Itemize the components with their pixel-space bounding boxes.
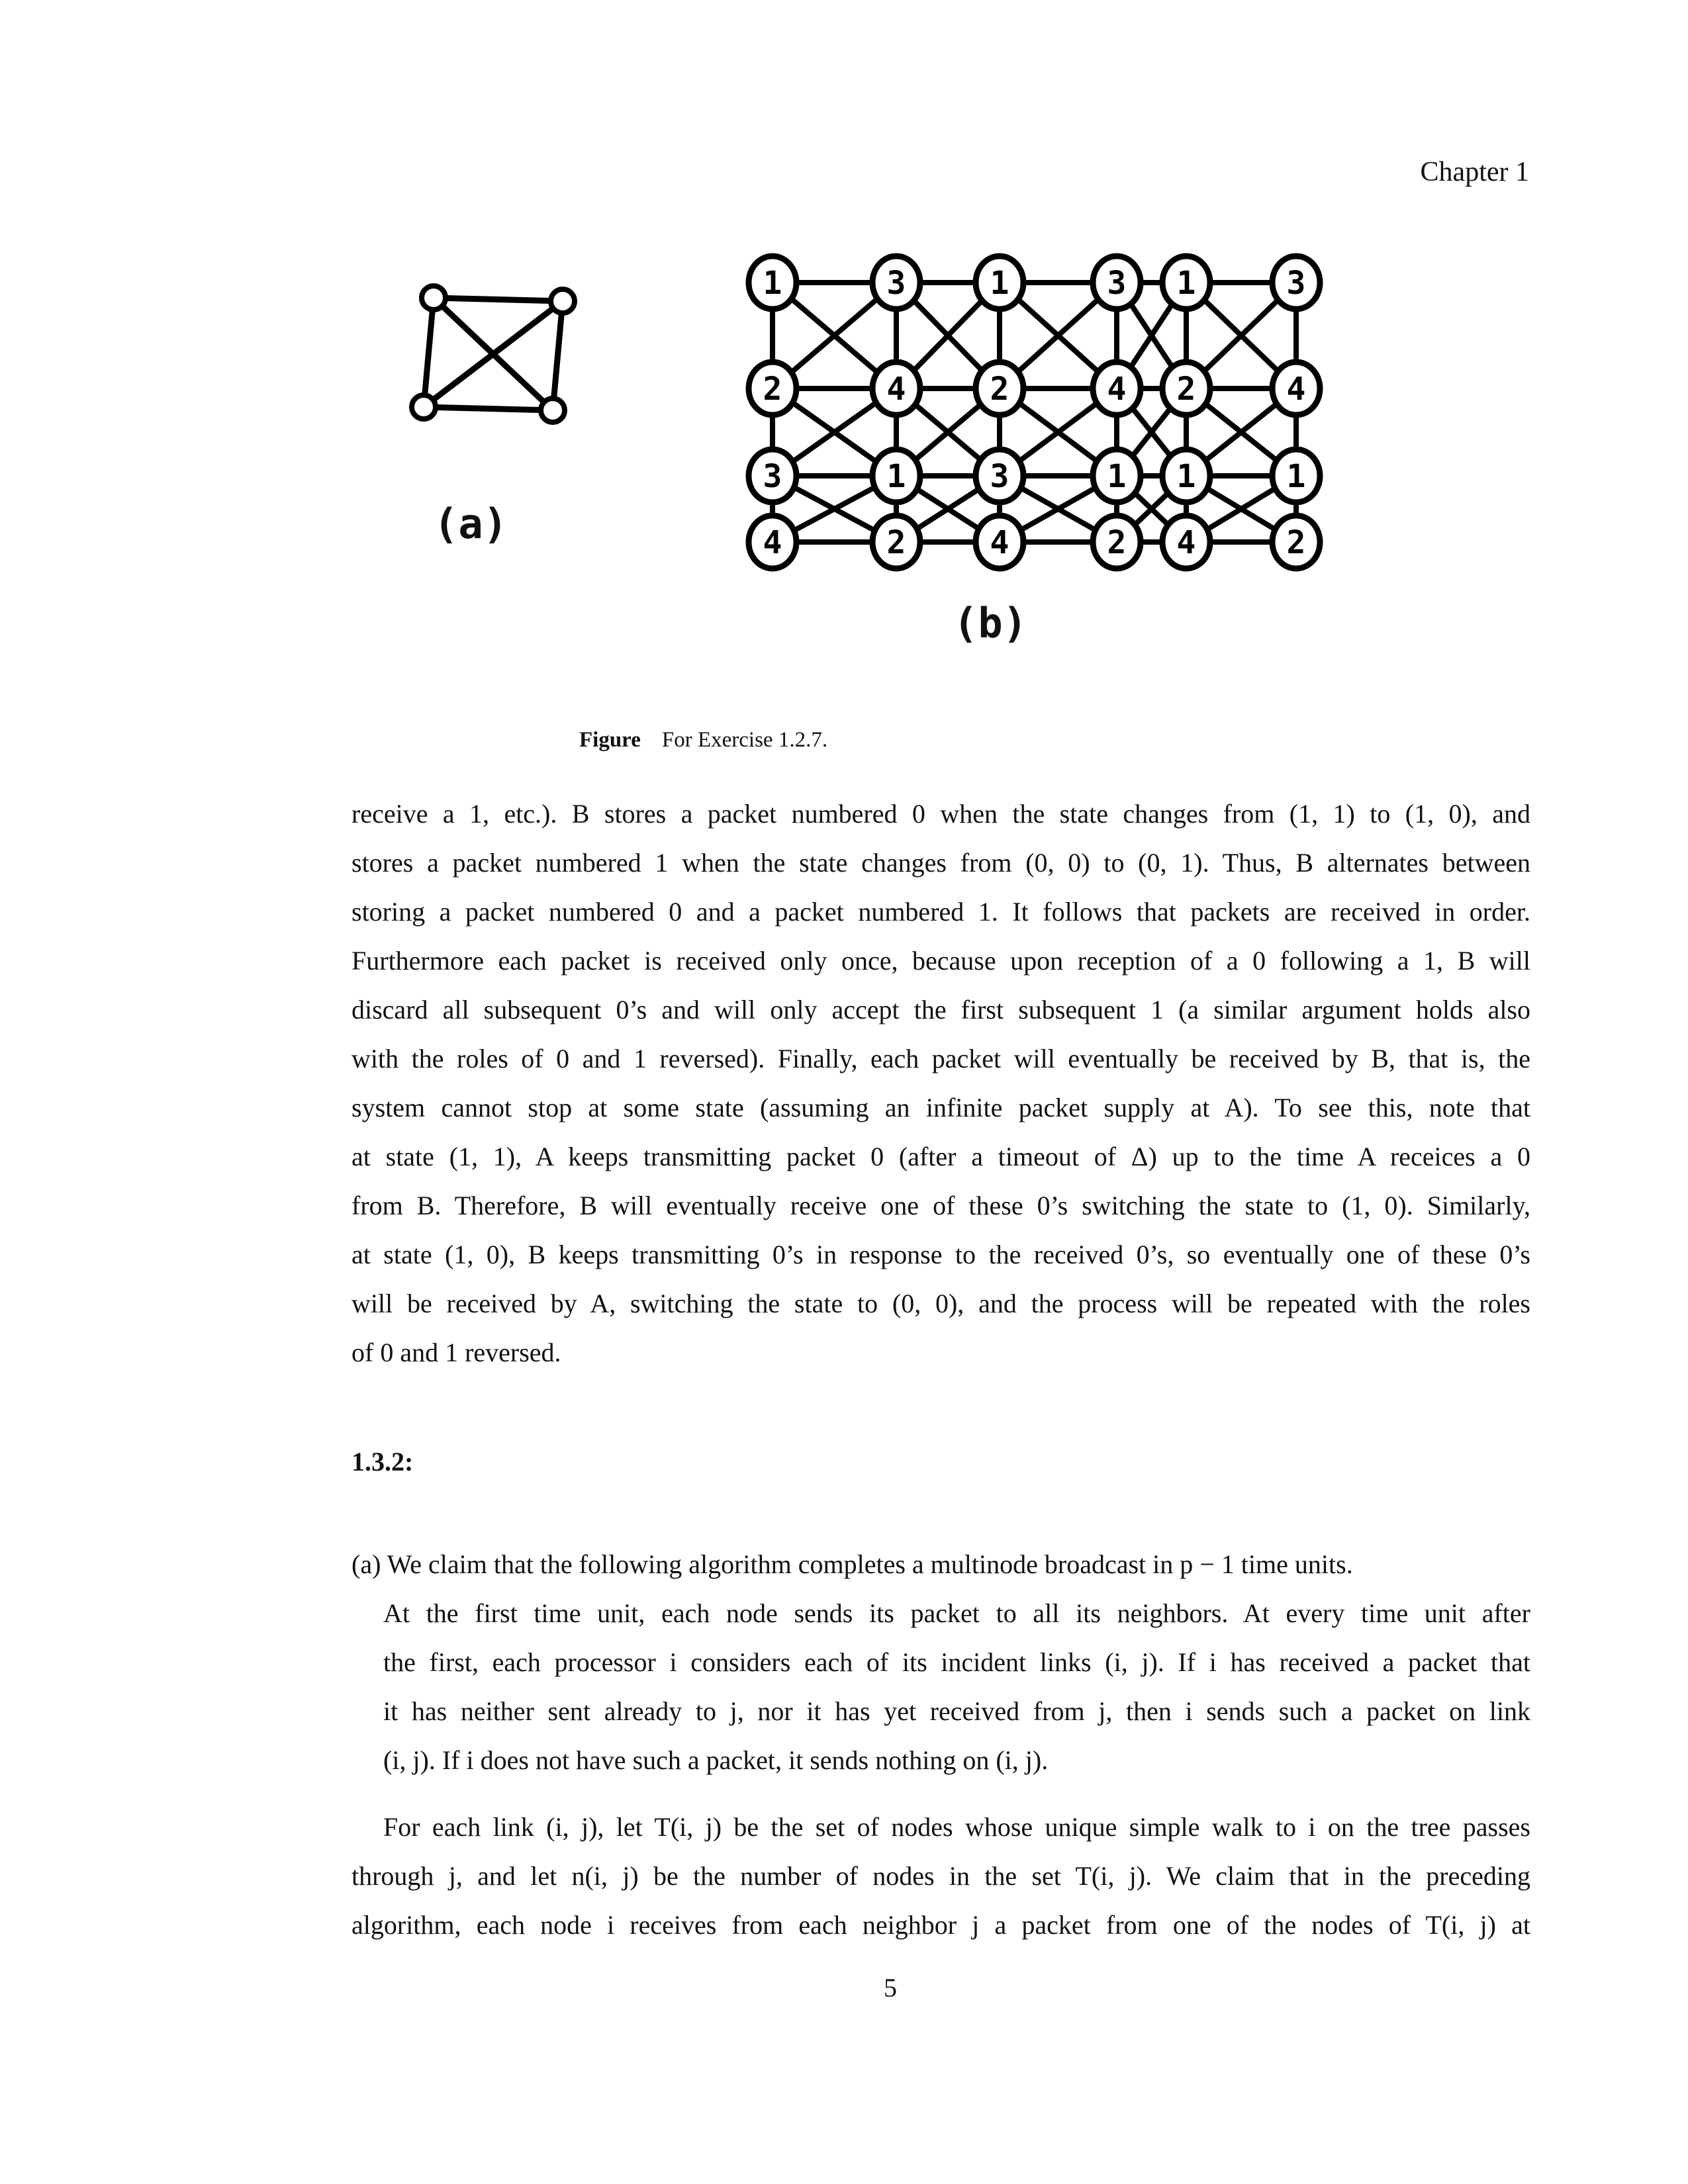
graph-node	[749, 256, 796, 309]
node-label: 4	[763, 524, 782, 561]
graph-node	[976, 362, 1023, 415]
text-line: At the first time unit, each node sends its packet to all its neighbors. At every time unit after	[383, 1598, 1530, 1628]
node-label: 4	[1176, 524, 1196, 561]
text-line: at state (1, 1), A keeps transmitting packet 0 (after a timeout of Δ) up to the time A receices a 0	[352, 1142, 1530, 1171]
node-label: 2	[1286, 524, 1306, 561]
graph-node	[1162, 256, 1210, 309]
complete-graph-figure-a	[397, 271, 583, 443]
graph-node	[1272, 516, 1320, 569]
graph-node	[976, 449, 1023, 502]
graph-node	[872, 362, 920, 415]
node-label: 2	[1107, 524, 1127, 561]
figure-caption	[579, 728, 827, 752]
node-label: 2	[763, 371, 782, 408]
text-line: storing a packet numbered 0 and a packet numbered 1. It follows that packets are received in order.	[352, 897, 1530, 927]
node-label: 1	[763, 265, 782, 302]
node-label: 2	[1176, 371, 1196, 408]
graph-node	[976, 256, 1023, 309]
chapter-header: Chapter 1	[1420, 157, 1529, 187]
text-line: system cannot stop at some state (assuming an infinite packet supply at A). To see this, note that	[352, 1093, 1530, 1122]
part-a-claim: (a) We claim that the following algorithm completes a multinode broadcast in p − 1 time units.	[352, 1549, 1353, 1579]
node-label: 3	[1107, 265, 1127, 302]
graph-node	[1093, 362, 1141, 415]
node-label: 1	[1107, 458, 1127, 495]
node-label: 3	[1286, 265, 1306, 302]
caption-text: For Exercise 1.2.7.	[661, 728, 828, 752]
text-line: stores a packet numbered 1 when the state changes from (0, 0) to (0, 1). Thus, B alternates between	[352, 848, 1530, 878]
node-label: 3	[990, 458, 1009, 495]
text-line: from B. Therefore, B will eventually receive one of these 0’s switching the state to (1, 0). Similarly,	[352, 1191, 1530, 1220]
node-label: 1	[1286, 458, 1306, 495]
graph-node	[1093, 449, 1141, 502]
node-label: 1	[990, 265, 1009, 302]
text-line: it has neither sent already to j, nor it has yet received from j, then i sends such a packet on link	[383, 1696, 1530, 1726]
text-line: of 0 and 1 reversed.	[352, 1338, 561, 1367]
graph-node	[1272, 362, 1320, 415]
node-label: 3	[886, 265, 906, 302]
node-label: 1	[1176, 265, 1196, 302]
text-line: (i, j). If i does not have such a packet, it sends nothing on (i, j).	[383, 1745, 1049, 1775]
graph-node	[872, 516, 920, 569]
graph-node	[1162, 362, 1210, 415]
mesh-graph-figure-b	[735, 242, 1331, 572]
caption-label: Figure	[579, 728, 641, 752]
graph-node	[872, 449, 920, 502]
graph-node	[749, 449, 796, 502]
node-label: 2	[990, 371, 1009, 408]
node-label: 2	[886, 524, 906, 561]
text-line: For each link (i, j), let T(i, j) be the set of nodes whose unique simple walk to i on the tree passes	[383, 1812, 1530, 1842]
graph-node	[1272, 449, 1320, 502]
text-line: will be received by A, switching the state to (0, 0), and the process will be repeated with the roles	[352, 1289, 1530, 1318]
text-line: receive a 1, etc.). B stores a packet numbered 0 when the state changes from (1, 1) to (1, 0), and	[352, 799, 1530, 829]
graph-node	[1272, 256, 1320, 309]
figure-a-label: (a)	[434, 500, 508, 548]
graph-node	[872, 256, 920, 309]
node-label: 4	[1107, 371, 1127, 408]
text-line: algorithm, each node i receives from each neighbor j a packet from one of the nodes of T(i, j) at	[352, 1910, 1530, 1940]
graph-node	[1093, 256, 1141, 309]
graph-node	[749, 362, 796, 415]
node-label: 1	[886, 458, 906, 495]
text-line: at state (1, 0), B keeps transmitting 0’s in response to the received 0’s, so eventually one of these 0’s	[352, 1240, 1530, 1269]
node-label: 1	[1176, 458, 1196, 495]
figure-b-label: (b)	[953, 599, 1027, 647]
page-number: 5	[884, 1973, 897, 2003]
node-label: 4	[886, 371, 906, 408]
node-label: 4	[990, 524, 1009, 561]
graph-node	[1162, 449, 1210, 502]
text-line: with the roles of 0 and 1 reversed). Finally, each packet will eventually be received by B, that is, the	[352, 1044, 1530, 1073]
text-line: Furthermore each packet is received only once, because upon reception of a 0 following a 1, B will	[352, 946, 1530, 976]
text-line: discard all subsequent 0’s and will only accept the first subsequent 1 (a similar argument holds also	[352, 995, 1530, 1024]
graph-node	[976, 516, 1023, 569]
graph-node	[749, 516, 796, 569]
section-heading: 1.3.2:	[352, 1447, 414, 1477]
node-label: 3	[763, 458, 782, 495]
text-line: through j, and let n(i, j) be the number of nodes in the set T(i, j). We claim that in the preceding	[352, 1861, 1530, 1891]
text-line: the first, each processor i considers each of its incident links (i, j). If i has received a packet that	[383, 1647, 1530, 1677]
graph-node	[1093, 516, 1141, 569]
node-label: 4	[1286, 371, 1306, 408]
graph-node	[1162, 516, 1210, 569]
